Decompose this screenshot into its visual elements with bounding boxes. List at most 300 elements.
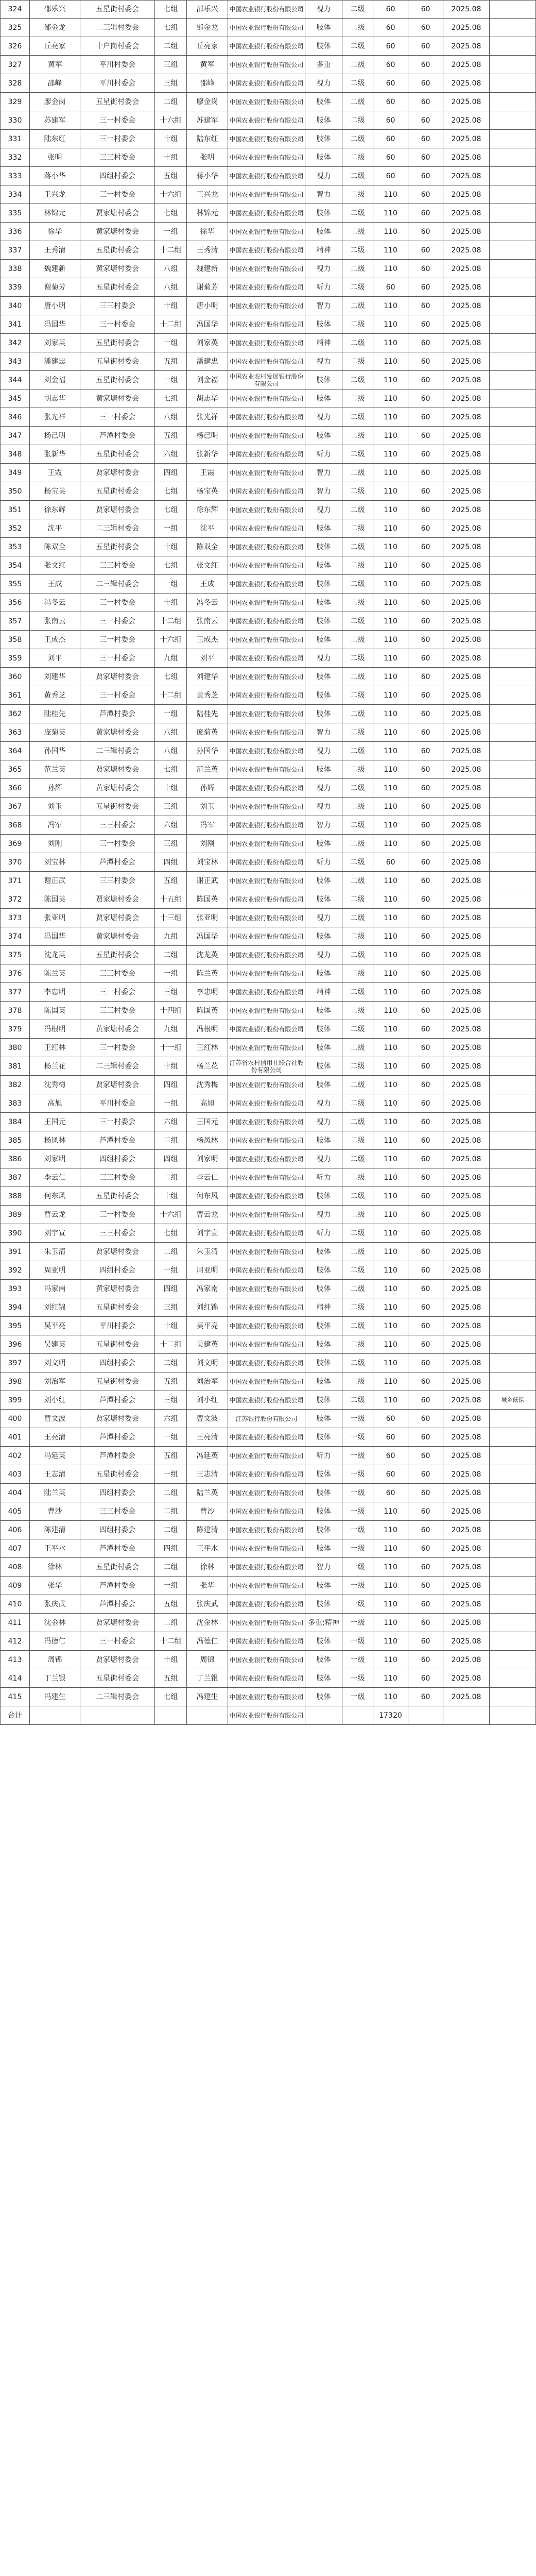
- row-index: 351: [0, 501, 30, 519]
- remark-cell: [490, 1539, 536, 1558]
- group-cell: 二组: [155, 1354, 187, 1372]
- month-cell: 2025.08: [443, 1131, 490, 1150]
- account-holder-cell: 邵峰: [187, 74, 228, 93]
- disability-grade-cell: 二级: [342, 927, 373, 946]
- name-cell: 冯根明: [30, 1020, 80, 1039]
- group-cell: 四组: [155, 1280, 187, 1298]
- group-cell: 十三组: [155, 909, 187, 927]
- disability-grade-cell: 二级: [342, 575, 373, 594]
- disability-type-cell: 视力: [305, 74, 342, 93]
- remark-cell: [490, 742, 536, 760]
- living-allowance-cell: 110: [373, 519, 408, 538]
- account-holder-cell: 李忠明: [187, 983, 228, 1002]
- account-holder-cell: 黄军: [187, 56, 228, 74]
- disability-grade-cell: 二级: [342, 1280, 373, 1298]
- group-cell: 十组: [155, 130, 187, 148]
- disability-grade-cell: 二级: [342, 223, 373, 241]
- disability-type-cell: 肢体: [305, 1131, 342, 1150]
- care-allowance-cell: 60: [408, 204, 443, 223]
- group-cell: 六组: [155, 1113, 187, 1131]
- group-cell: 七组: [155, 204, 187, 223]
- account-holder-cell: 杨凤林: [187, 1131, 228, 1150]
- group-cell: 六组: [155, 445, 187, 464]
- month-cell: 2025.08: [443, 74, 490, 93]
- row-index: 345: [0, 389, 30, 408]
- disability-grade-cell: 二级: [342, 482, 373, 501]
- month-cell: 2025.08: [443, 1632, 490, 1651]
- name-cell: 陈双全: [30, 538, 80, 556]
- bank-cell: 中国农业银行股份有限公司: [228, 1539, 305, 1558]
- account-holder-cell: 孙国华: [187, 742, 228, 760]
- name-cell: 吴建英: [30, 1335, 80, 1354]
- living-allowance-cell: 110: [373, 389, 408, 408]
- month-cell: 2025.08: [443, 1168, 490, 1187]
- month-cell: 2025.08: [443, 297, 490, 315]
- village-cell: 平川村委会: [80, 1094, 155, 1113]
- name-cell: 沈平: [30, 519, 80, 538]
- bank-cell: 中国农业银行股份有限公司: [228, 130, 305, 148]
- group-cell: 十组: [155, 148, 187, 167]
- village-cell: 五星街村委会: [80, 1187, 155, 1206]
- row-index: 361: [0, 686, 30, 705]
- disability-type-cell: 听力: [305, 1168, 342, 1187]
- disability-type-cell: 听力: [305, 445, 342, 464]
- village-cell: 贾家塘村委会: [80, 501, 155, 519]
- month-cell: 2025.08: [443, 983, 490, 1002]
- care-allowance-cell: 60: [408, 668, 443, 686]
- row-index: 405: [0, 1502, 30, 1521]
- living-allowance-cell: 110: [373, 1039, 408, 1057]
- name-cell: 刘宇宣: [30, 1224, 80, 1243]
- living-allowance-cell: 110: [373, 501, 408, 519]
- group-cell: 一组: [155, 1465, 187, 1484]
- group-cell: 三组: [155, 1391, 187, 1410]
- care-allowance-cell: 60: [408, 890, 443, 909]
- disability-grade-cell: 二级: [342, 260, 373, 278]
- care-allowance-cell: 60: [408, 1354, 443, 1372]
- disability-grade-cell: 一级: [342, 1521, 373, 1539]
- living-allowance-cell: 60: [373, 93, 408, 111]
- disability-type-cell: 肢体: [305, 130, 342, 148]
- disability-grade-cell: 二级: [342, 798, 373, 816]
- account-holder-cell: 刘玉: [187, 798, 228, 816]
- village-cell: 芦潭村委会: [80, 1539, 155, 1558]
- disability-type-cell: 肢体: [305, 19, 342, 37]
- disability-type-cell: 肢体: [305, 890, 342, 909]
- account-holder-cell: 刘建华: [187, 668, 228, 686]
- disability-grade-cell: 二级: [342, 1224, 373, 1243]
- row-index: 406: [0, 1521, 30, 1539]
- care-allowance-cell: 60: [408, 148, 443, 167]
- name-cell: 陈兰英: [30, 964, 80, 983]
- account-holder-cell: 陈国英: [187, 1002, 228, 1020]
- living-allowance-cell: 110: [373, 1317, 408, 1335]
- disability-grade-cell: 二级: [342, 185, 373, 204]
- name-cell: 丘亮家: [30, 37, 80, 56]
- care-allowance-cell: 60: [408, 1150, 443, 1168]
- disability-grade-cell: 二级: [342, 1354, 373, 1372]
- village-cell: 五星街村委会: [80, 538, 155, 556]
- bank-cell: 中国农业银行股份有限公司: [228, 1094, 305, 1113]
- living-allowance-cell: 110: [373, 371, 408, 389]
- remark-cell: [490, 130, 536, 148]
- bank-cell: 中国农业银行股份有限公司: [228, 1113, 305, 1131]
- bank-cell: 中国农业银行股份有限公司: [228, 167, 305, 185]
- month-cell: 2025.08: [443, 1651, 490, 1669]
- living-allowance-cell: 110: [373, 1280, 408, 1298]
- living-allowance-cell: 60: [373, 167, 408, 185]
- bank-cell: 中国农业银行股份有限公司: [228, 1484, 305, 1502]
- remark-cell: [490, 1410, 536, 1428]
- row-index: 404: [0, 1484, 30, 1502]
- disability-grade-cell: 二级: [342, 445, 373, 464]
- disability-grade-cell: 二级: [342, 519, 373, 538]
- living-allowance-cell: 60: [373, 853, 408, 872]
- remark-cell: [490, 964, 536, 983]
- group-cell: 五组: [155, 1447, 187, 1465]
- bank-cell: 中国农业银行股份有限公司: [228, 204, 305, 223]
- disability-type-cell: 精神: [305, 334, 342, 352]
- disability-type-cell: 肢体: [305, 1410, 342, 1428]
- village-cell: 五星街村委会: [80, 352, 155, 371]
- row-index: 330: [0, 111, 30, 130]
- remark-cell: [490, 705, 536, 723]
- village-cell: 五星街村委会: [80, 0, 155, 19]
- living-allowance-cell: 110: [373, 352, 408, 371]
- bank-cell: 中国农业银行股份有限公司: [228, 1391, 305, 1410]
- account-holder-cell: 冯家南: [187, 1280, 228, 1298]
- month-cell: 2025.08: [443, 556, 490, 575]
- disability-type-cell: 视力: [305, 1094, 342, 1113]
- row-index: 389: [0, 1206, 30, 1224]
- village-cell: 黄家塘村委会: [80, 260, 155, 278]
- care-allowance-cell: 60: [408, 56, 443, 74]
- remark-cell: [490, 501, 536, 519]
- remark-cell: [490, 1669, 536, 1688]
- living-allowance-cell: 110: [373, 1372, 408, 1391]
- remark-cell: [490, 0, 536, 19]
- disability-grade-cell: 二级: [342, 408, 373, 427]
- care-allowance-cell: 60: [408, 816, 443, 835]
- disability-type-cell: 听力: [305, 853, 342, 872]
- remark-cell: [490, 1335, 536, 1354]
- account-holder-cell: 冯德仁: [187, 1632, 228, 1651]
- row-index: 402: [0, 1447, 30, 1465]
- village-cell: 四组村委会: [80, 1150, 155, 1168]
- row-index: 333: [0, 167, 30, 185]
- account-holder-cell: 杨己明: [187, 427, 228, 445]
- account-holder-cell: 陆桂先: [187, 705, 228, 723]
- account-holder-cell: 范兰英: [187, 760, 228, 779]
- disability-grade-cell: 二级: [342, 909, 373, 927]
- month-cell: 2025.08: [443, 1298, 490, 1317]
- disability-type-cell: 智力: [305, 1558, 342, 1577]
- remark-cell: [490, 1595, 536, 1614]
- month-cell: 2025.08: [443, 798, 490, 816]
- account-holder-cell: 周亚明: [187, 1261, 228, 1280]
- living-allowance-cell: 110: [373, 816, 408, 835]
- bank-cell: 中国农业银行股份有限公司: [228, 853, 305, 872]
- remark-cell: [490, 760, 536, 779]
- disability-type-cell: 肢体: [305, 1243, 342, 1261]
- disability-grade-cell: 一级: [342, 1595, 373, 1614]
- care-allowance-cell: 60: [408, 1577, 443, 1595]
- bank-cell: 中国农业银行股份有限公司: [228, 445, 305, 464]
- row-index: 353: [0, 538, 30, 556]
- name-cell: 邵峰: [30, 74, 80, 93]
- bank-cell: 中国农业银行股份有限公司: [228, 1651, 305, 1669]
- village-cell: 三一村委会: [80, 1632, 155, 1651]
- group-cell: 二组: [155, 1168, 187, 1187]
- month-cell: 2025.08: [443, 909, 490, 927]
- row-index: 357: [0, 612, 30, 631]
- living-allowance-cell: 110: [373, 1261, 408, 1280]
- footer-bank: 中国农业银行股份有限公司: [228, 1706, 305, 1725]
- disability-grade-cell: 二级: [342, 668, 373, 686]
- month-cell: 2025.08: [443, 278, 490, 297]
- account-holder-cell: 张华: [187, 1577, 228, 1595]
- group-cell: 十二组: [155, 315, 187, 334]
- name-cell: 刘建华: [30, 668, 80, 686]
- group-cell: 十组: [155, 1317, 187, 1335]
- remark-cell: [490, 464, 536, 482]
- care-allowance-cell: 60: [408, 1131, 443, 1150]
- account-holder-cell: 王国元: [187, 1113, 228, 1131]
- disability-grade-cell: 二级: [342, 389, 373, 408]
- month-cell: 2025.08: [443, 742, 490, 760]
- care-allowance-cell: 60: [408, 760, 443, 779]
- account-holder-cell: 刘刚: [187, 835, 228, 853]
- remark-cell: [490, 556, 536, 575]
- village-cell: 黄家塘村委会: [80, 389, 155, 408]
- care-allowance-cell: 60: [408, 427, 443, 445]
- group-cell: 二组: [155, 1614, 187, 1632]
- disability-type-cell: 多重: [305, 56, 342, 74]
- disability-type-cell: 视力: [305, 909, 342, 927]
- village-cell: 黄家塘村委会: [80, 723, 155, 742]
- disability-type-cell: 肢体: [305, 1076, 342, 1094]
- disability-type-cell: 肢体: [305, 760, 342, 779]
- row-index: 377: [0, 983, 30, 1002]
- remark-cell: [490, 1131, 536, 1150]
- group-cell: 一组: [155, 1261, 187, 1280]
- account-holder-cell: 刘金福: [187, 371, 228, 389]
- care-allowance-cell: 60: [408, 1669, 443, 1688]
- bank-cell: 中国农业银行股份有限公司: [228, 334, 305, 352]
- bank-cell: 中国农业银行股份有限公司: [228, 1243, 305, 1261]
- disability-grade-cell: 二级: [342, 1076, 373, 1094]
- name-cell: 刘文明: [30, 1354, 80, 1372]
- village-cell: 三一村委会: [80, 612, 155, 631]
- group-cell: 八组: [155, 723, 187, 742]
- account-holder-cell: 沈金林: [187, 1614, 228, 1632]
- name-cell: 沈秀梅: [30, 1076, 80, 1094]
- group-cell: 七组: [155, 1224, 187, 1243]
- group-cell: 一组: [155, 705, 187, 723]
- account-holder-cell: 刘家明: [187, 1150, 228, 1168]
- month-cell: 2025.08: [443, 1372, 490, 1391]
- living-allowance-cell: 110: [373, 1521, 408, 1539]
- group-cell: 一组: [155, 334, 187, 352]
- group-cell: 七组: [155, 482, 187, 501]
- living-allowance-cell: 110: [373, 649, 408, 668]
- bank-cell: 中国农业银行股份有限公司: [228, 93, 305, 111]
- disability-type-cell: 肢体: [305, 1688, 342, 1706]
- living-allowance-cell: 110: [373, 223, 408, 241]
- bank-cell: 中国农业银行股份有限公司: [228, 223, 305, 241]
- disability-type-cell: 智力: [305, 185, 342, 204]
- care-allowance-cell: 60: [408, 1020, 443, 1039]
- row-index: 388: [0, 1187, 30, 1206]
- care-allowance-cell: 60: [408, 482, 443, 501]
- care-allowance-cell: 60: [408, 1261, 443, 1280]
- row-index: 376: [0, 964, 30, 983]
- disability-grade-cell: 二级: [342, 371, 373, 389]
- care-allowance-cell: 60: [408, 167, 443, 185]
- care-allowance-cell: 60: [408, 315, 443, 334]
- group-cell: 一组: [155, 1094, 187, 1113]
- month-cell: 2025.08: [443, 1391, 490, 1410]
- care-allowance-cell: 60: [408, 1595, 443, 1614]
- living-allowance-cell: 110: [373, 1206, 408, 1224]
- living-allowance-cell: 60: [373, 19, 408, 37]
- bank-cell: 中国农业银行股份有限公司: [228, 1447, 305, 1465]
- disability-grade-cell: 二级: [342, 1094, 373, 1113]
- remark-cell: [490, 631, 536, 649]
- disability-grade-cell: 一级: [342, 1632, 373, 1651]
- remark-cell: [490, 1150, 536, 1168]
- village-cell: 贾家塘村委会: [80, 1410, 155, 1428]
- account-holder-cell: 吴建英: [187, 1335, 228, 1354]
- care-allowance-cell: 60: [408, 334, 443, 352]
- row-index: 401: [0, 1428, 30, 1447]
- group-cell: 七组: [155, 19, 187, 37]
- disability-grade-cell: 二级: [342, 1057, 373, 1076]
- disability-grade-cell: 二级: [342, 1372, 373, 1391]
- account-holder-cell: 陆东红: [187, 130, 228, 148]
- footer-total: 17320: [373, 1706, 408, 1725]
- month-cell: 2025.08: [443, 1539, 490, 1558]
- village-cell: 贾家塘村委会: [80, 909, 155, 927]
- living-allowance-cell: 60: [373, 0, 408, 19]
- group-cell: 二组: [155, 1484, 187, 1502]
- village-cell: 三一村委会: [80, 983, 155, 1002]
- remark-cell: [490, 111, 536, 130]
- disability-grade-cell: 二级: [342, 0, 373, 19]
- account-holder-cell: 刘红锦: [187, 1298, 228, 1317]
- bank-cell: 中国农业银行股份有限公司: [228, 1317, 305, 1335]
- disability-type-cell: 肢体: [305, 538, 342, 556]
- name-cell: 魏建新: [30, 260, 80, 278]
- living-allowance-cell: 110: [373, 1669, 408, 1688]
- account-holder-cell: 刘宝林: [187, 853, 228, 872]
- account-holder-cell: 何东风: [187, 1187, 228, 1206]
- village-cell: 二三辑村委会: [80, 519, 155, 538]
- living-allowance-cell: 110: [373, 1614, 408, 1632]
- month-cell: 2025.08: [443, 890, 490, 909]
- disability-type-cell: 肢体: [305, 1039, 342, 1057]
- care-allowance-cell: 60: [408, 352, 443, 371]
- remark-cell: [490, 1372, 536, 1391]
- village-cell: 五星街村委会: [80, 1465, 155, 1484]
- remark-cell: [490, 594, 536, 612]
- care-allowance-cell: 60: [408, 1298, 443, 1317]
- disability-type-cell: 视力: [305, 352, 342, 371]
- row-index: 358: [0, 631, 30, 649]
- living-allowance-cell: 110: [373, 612, 408, 631]
- account-holder-cell: 周锦: [187, 1651, 228, 1669]
- month-cell: 2025.08: [443, 927, 490, 946]
- month-cell: 2025.08: [443, 130, 490, 148]
- account-holder-cell: 张南云: [187, 612, 228, 631]
- group-cell: 五组: [155, 1372, 187, 1391]
- row-index: 349: [0, 464, 30, 482]
- village-cell: 贾家塘村委会: [80, 890, 155, 909]
- disability-grade-cell: 二级: [342, 612, 373, 631]
- disability-type-cell: 肢体: [305, 1465, 342, 1484]
- village-cell: 芦潭村委会: [80, 1577, 155, 1595]
- living-allowance-cell: 110: [373, 427, 408, 445]
- group-cell: 二组: [155, 1131, 187, 1150]
- name-cell: 陈国英: [30, 890, 80, 909]
- disability-type-cell: 肢体: [305, 964, 342, 983]
- village-cell: 十户岗村委会: [80, 37, 155, 56]
- bank-cell: 中国农业银行股份有限公司: [228, 779, 305, 798]
- group-cell: 二组: [155, 1521, 187, 1539]
- name-cell: 张亚明: [30, 909, 80, 927]
- group-cell: 十六组: [155, 185, 187, 204]
- disability-grade-cell: 一级: [342, 1539, 373, 1558]
- village-cell: 五星街村委会: [80, 1558, 155, 1577]
- account-holder-cell: 冯军: [187, 816, 228, 835]
- living-allowance-cell: 60: [373, 278, 408, 297]
- month-cell: 2025.08: [443, 1224, 490, 1243]
- bank-cell: 中国农业银行股份有限公司: [228, 0, 305, 19]
- remark-cell: 城乡低保: [490, 1391, 536, 1410]
- group-cell: 五组: [155, 1595, 187, 1614]
- care-allowance-cell: 60: [408, 74, 443, 93]
- bank-cell: 中国农业银行股份有限公司: [228, 37, 305, 56]
- account-holder-cell: 王志清: [187, 1465, 228, 1484]
- disability-type-cell: 视力: [305, 779, 342, 798]
- row-index: 359: [0, 649, 30, 668]
- disability-grade-cell: 二级: [342, 130, 373, 148]
- living-allowance-cell: 110: [373, 1150, 408, 1168]
- month-cell: 2025.08: [443, 1057, 490, 1076]
- name-cell: 李忠明: [30, 983, 80, 1002]
- month-cell: 2025.08: [443, 37, 490, 56]
- disability-grade-cell: 二级: [342, 241, 373, 260]
- disability-type-cell: 肢体: [305, 1335, 342, 1354]
- village-cell: 四组村委会: [80, 1354, 155, 1372]
- bank-cell: 中国农业银行股份有限公司: [228, 501, 305, 519]
- month-cell: 2025.08: [443, 835, 490, 853]
- disability-type-cell: 肢体: [305, 575, 342, 594]
- care-allowance-cell: 60: [408, 260, 443, 278]
- care-allowance-cell: 60: [408, 464, 443, 482]
- care-allowance-cell: 60: [408, 1391, 443, 1410]
- living-allowance-cell: 60: [373, 56, 408, 74]
- group-cell: 四组: [155, 1150, 187, 1168]
- bank-cell: 中国农业银行股份有限公司: [228, 631, 305, 649]
- disability-type-cell: 肢体: [305, 1577, 342, 1595]
- group-cell: 九组: [155, 927, 187, 946]
- living-allowance-cell: 110: [373, 798, 408, 816]
- village-cell: 三一村委会: [80, 111, 155, 130]
- bank-cell: 中国农业银行股份有限公司: [228, 427, 305, 445]
- village-cell: 二三辑村委会: [80, 742, 155, 760]
- bank-cell: 中国农业银行股份有限公司: [228, 1039, 305, 1057]
